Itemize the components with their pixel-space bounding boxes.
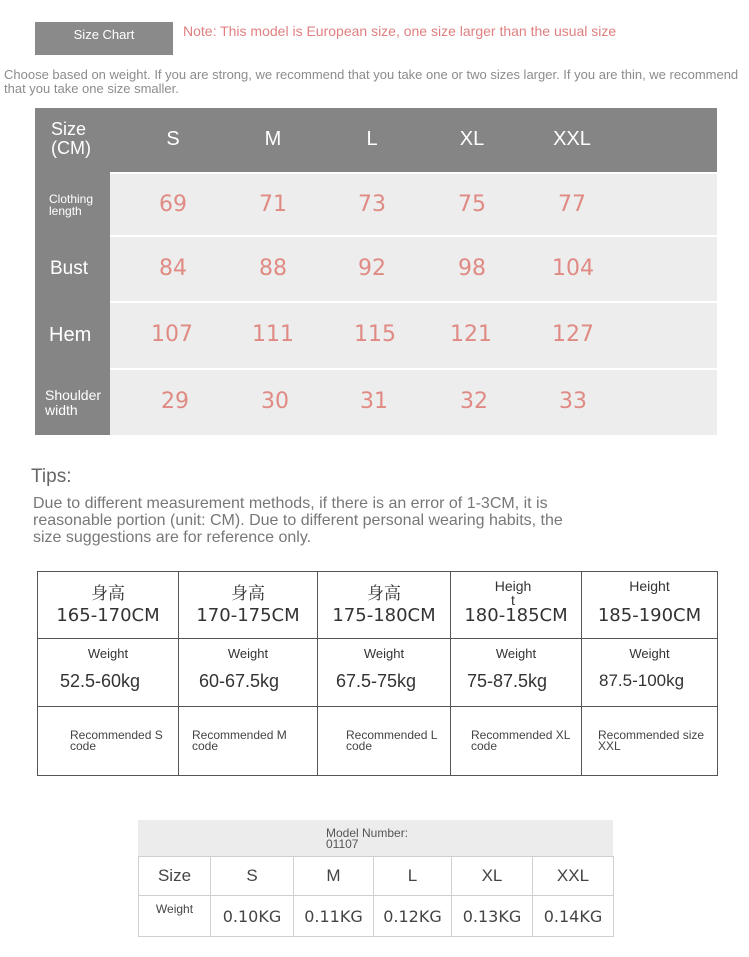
size-table: [35, 108, 717, 435]
value-cell: 30: [261, 389, 289, 414]
weight-cell: 0.13KG: [452, 896, 533, 937]
size-header-label: Size (CM): [51, 119, 91, 158]
recommend-text: Recommended S code: [70, 728, 163, 753]
size-label-cell: Size: [139, 857, 211, 896]
recommend-text: Recommended M code: [192, 728, 287, 753]
height-cell: [582, 572, 718, 639]
weight-cell: 0.10KG: [211, 896, 294, 937]
row-label-hem: Hem: [49, 324, 92, 346]
row-divider: [110, 235, 717, 237]
size-header-xxl: XXL: [553, 128, 591, 150]
tips-title: Tips:: [31, 466, 72, 487]
weight-cell: 0.14KG: [533, 896, 614, 937]
weight-cell: [38, 639, 179, 707]
weight-range: 75-87.5kg: [467, 671, 548, 691]
value-cell: 107: [151, 322, 193, 347]
value-cell: 88: [259, 256, 287, 281]
row-divider: [110, 301, 717, 303]
value-cell: 121: [450, 322, 492, 347]
weight-label: Weight: [363, 646, 405, 661]
height-cell: [38, 572, 179, 639]
table-row: [38, 707, 718, 776]
weight-range: 67.5-75kg: [336, 671, 417, 691]
model-number-label: Model Number:: [326, 826, 409, 840]
weight-range: 52.5-60kg: [60, 671, 141, 691]
model-number: [326, 828, 408, 850]
value-cell: 32: [460, 389, 488, 414]
value-cell: 31: [360, 389, 388, 414]
row-label-clothing-length: Clothing length: [49, 192, 94, 218]
size-cell: XL: [452, 857, 533, 896]
size-header-s: S: [166, 128, 180, 150]
weight-label: Weight: [227, 646, 269, 661]
weight-cell: 0.12KG: [374, 896, 452, 937]
size-header-xl: XL: [459, 128, 485, 150]
value-cell: 33: [559, 389, 587, 414]
table-row: [38, 572, 718, 639]
european-size-note: Note: This model is European size, one size larger than the usual size: [183, 23, 617, 39]
value-cell: 73: [358, 192, 386, 217]
value-cell: 104: [552, 256, 594, 281]
height-range: 175-180CM: [332, 605, 436, 626]
recommend-cell: [582, 707, 718, 776]
size-cell: M: [294, 857, 374, 896]
recommend-cell: [179, 707, 318, 776]
weight-label: Weight: [629, 646, 670, 661]
height-label: 身高: [231, 584, 265, 604]
value-cell: 71: [259, 192, 287, 217]
weight-label-cell: Weight: [139, 896, 211, 937]
table-row: [139, 857, 614, 896]
value-cell: 92: [358, 256, 386, 281]
value-cell: 69: [159, 192, 187, 217]
size-cell: XXL: [533, 857, 614, 896]
weight-cell: [582, 639, 718, 707]
recommend-text: Recommended XL code: [471, 728, 570, 753]
height-cell: [179, 572, 318, 639]
height-range: 165-170CM: [56, 605, 160, 626]
recommend-text: Recommended size XXL: [598, 728, 705, 753]
size-header-m: M: [264, 128, 282, 150]
value-cell: 77: [558, 192, 586, 217]
height-label: Height: [629, 578, 670, 594]
height-cell: [318, 572, 451, 639]
recommendation-table: [37, 571, 718, 776]
recommend-cell: [451, 707, 582, 776]
size-cell: L: [374, 857, 452, 896]
value-cell: 84: [159, 256, 187, 281]
size-advice-text: Choose based on weight. If you are strong, we recommend that you take one or two sizes larger. If you are thin, we recommend that you take one size smaller.: [4, 67, 739, 96]
table-row: [38, 639, 718, 707]
weight-label: Weight: [87, 646, 129, 661]
weight-cell: [179, 639, 318, 707]
size-chart-tag: Size Chart: [35, 22, 173, 55]
weight-label: Weight: [495, 646, 537, 661]
height-label: 身高: [91, 584, 125, 604]
row-divider: [110, 172, 717, 174]
value-cell: 115: [354, 322, 396, 347]
row-divider: [110, 368, 717, 370]
value-cell: 75: [458, 192, 486, 217]
height-label: Heigh t: [494, 578, 532, 608]
value-cell: 98: [458, 256, 486, 281]
value-cell: 29: [161, 389, 189, 414]
weight-cell: [318, 639, 451, 707]
model-grid: [138, 856, 614, 937]
weight-cell: 0.11KG: [294, 896, 374, 937]
model-number-bar: [138, 820, 613, 856]
height-label: 身高: [367, 584, 401, 604]
weight-range: 87.5-100kg: [599, 671, 685, 690]
recommend-cell: [318, 707, 451, 776]
row-label-bust: Bust: [50, 258, 89, 279]
recommend-cell: [38, 707, 179, 776]
height-cell: [451, 572, 582, 639]
table-row: [139, 896, 614, 937]
height-range: 170-175CM: [196, 605, 300, 626]
height-range: 185-190CM: [597, 605, 702, 626]
size-cell: S: [211, 857, 294, 896]
value-cell: 127: [552, 322, 594, 347]
height-range: 180-185CM: [464, 605, 568, 626]
weight-cell: [451, 639, 582, 707]
tips-text: Due to different measurement methods, if there is an error of 1-3CM, it is reasonable portion (unit: CM). Due to different personal wearing habits, the size suggestions are for reference only.: [33, 495, 563, 546]
value-cell: 111: [252, 322, 294, 347]
size-header-l: L: [366, 128, 378, 150]
model-number-value: 01107: [326, 837, 359, 851]
weight-range: 60-67.5kg: [199, 671, 280, 691]
recommend-text: Recommended L code: [346, 728, 437, 753]
row-label-shoulder-width: Shoulder width: [45, 387, 102, 418]
